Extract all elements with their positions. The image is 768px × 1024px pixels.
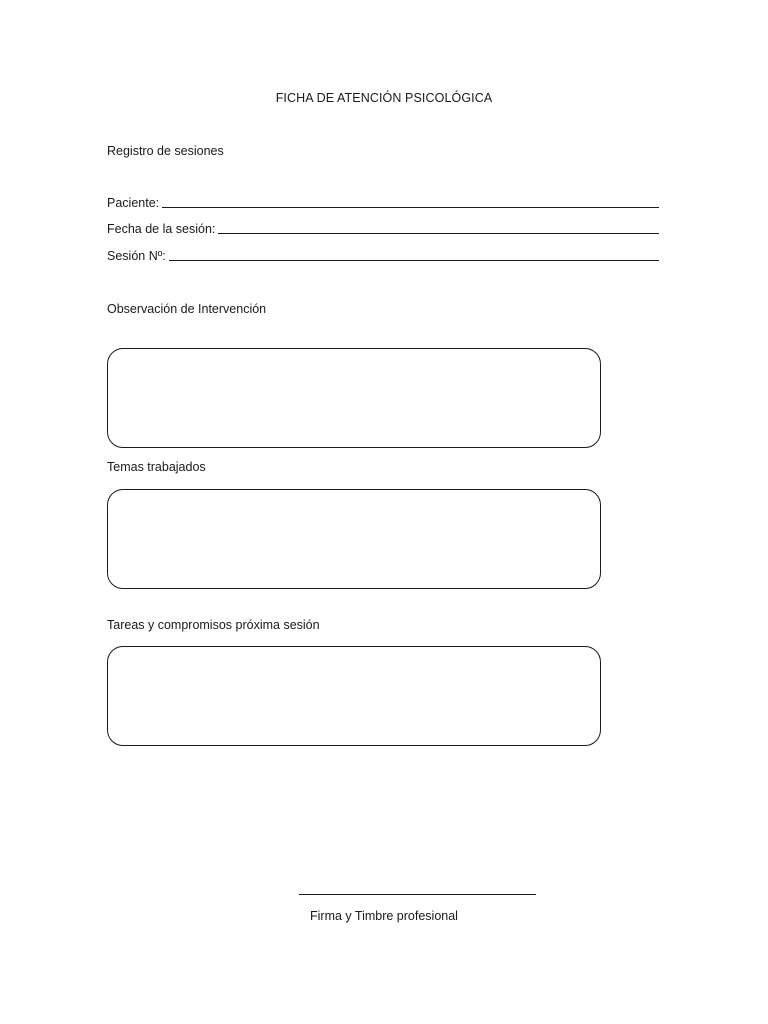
section-label-observacion: Observación de Intervención — [107, 302, 267, 316]
field-paciente[interactable] — [107, 196, 659, 210]
field-fecha-sesion[interactable] — [107, 222, 659, 236]
section-label-temas: Temas trabajados — [107, 460, 206, 474]
signature-label: Firma y Timbre profesional — [310, 909, 458, 923]
box-tareas[interactable] — [107, 646, 601, 746]
field-label-fecha-sesion: Fecha de la sesión: — [107, 222, 216, 236]
field-label-sesion-numero: Sesión Nº: — [107, 249, 166, 263]
field-label-paciente: Paciente: — [107, 196, 160, 210]
signature-line[interactable] — [299, 894, 536, 895]
document-title: FICHA DE ATENCIÓN PSICOLÓGICA — [275, 91, 493, 105]
box-temas[interactable] — [107, 489, 601, 589]
section-heading-registro: Registro de sesiones — [107, 144, 224, 158]
field-line-sesion-numero[interactable] — [169, 249, 659, 261]
section-label-tareas: Tareas y compromisos próxima sesión — [107, 618, 320, 632]
box-observacion[interactable] — [107, 348, 601, 448]
field-line-fecha-sesion[interactable] — [218, 222, 659, 234]
field-line-paciente[interactable] — [162, 196, 659, 208]
field-sesion-numero[interactable] — [107, 249, 659, 263]
